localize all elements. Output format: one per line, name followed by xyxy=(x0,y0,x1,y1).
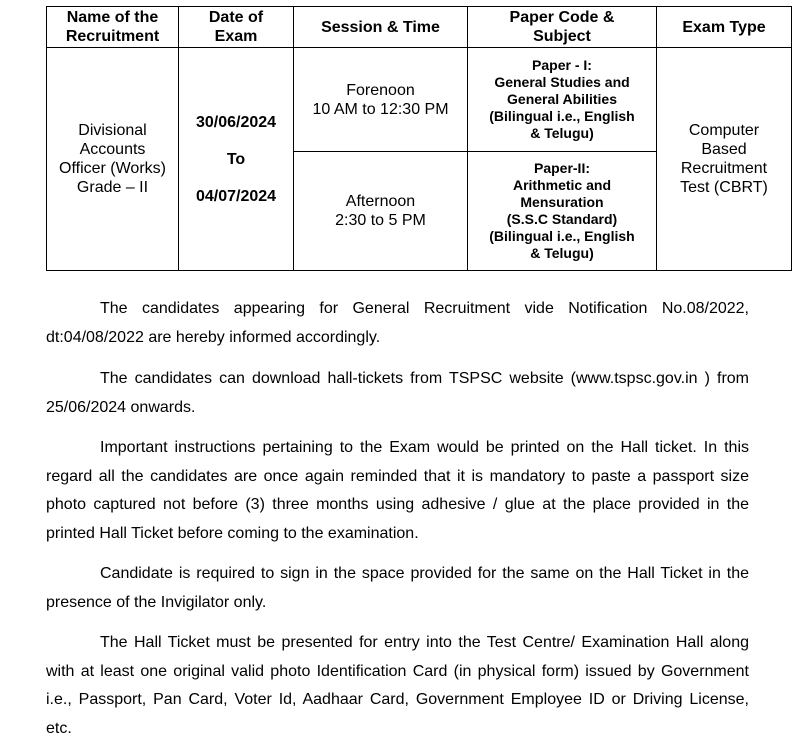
header-recruitment: Name of the Recruitment xyxy=(47,7,179,48)
notice-paragraph-instructions: Important instructions pertaining to the Exam would be printed on the Hall ticket. In this regard all the candidates are once again reminded that it is mandatory to paste a passport size photo captured not before (3) three months using adhesive / glue at the place provided in the printed Hall Ticket before coming to the examination. xyxy=(46,439,749,542)
notice-paragraph-hall-tickets: The candidates can download hall-tickets from TSPSC website (www.tspsc.gov.in ) from 25/06/2024 onwards. xyxy=(46,370,749,416)
header-exam-type: Exam Type xyxy=(657,7,792,48)
session-afternoon-cell: Afternoon 2:30 to 5 PM xyxy=(294,152,468,271)
exam-schedule-table xyxy=(46,6,792,271)
paper-1-cell: Paper - I: General Studies and General Abilities (Bilingual i.e., English & Telugu) xyxy=(468,48,657,152)
table-row xyxy=(47,48,792,152)
paper-2-cell: Paper-II: Arithmetic and Mensuration (S.S.C Standard) (Bilingual i.e., English & Telugu) xyxy=(468,152,657,271)
header-paper: Paper Code & Subject xyxy=(468,7,657,48)
notice-paragraph-notification: The candidates appearing for General Recruitment vide Notification No.08/2022, dt:04/08/2022 are hereby informed accordingly. xyxy=(46,300,749,346)
notice-paragraph-identification: The Hall Ticket must be presented for entry into the Test Centre/ Examination Hall along with at least one original valid photo Identification Card (in physical form) issued by Government i.e., Passport, Pan Card, Voter Id, Aadhaar Card, Government Employee ID or Driving License, etc. xyxy=(46,634,749,737)
exam-date-cell: 30/06/2024 To 04/07/2024 xyxy=(179,48,294,271)
notice-paragraph-signature: Candidate is required to sign in the space provided for the same on the Hall Ticket in the presence of the Invigilator only. xyxy=(46,565,749,611)
session-forenoon-cell: Forenoon 10 AM to 12:30 PM xyxy=(294,48,468,152)
table-header-row xyxy=(47,7,792,48)
recruitment-name-cell: Divisional Accounts Officer (Works) Grade – II xyxy=(47,48,179,271)
exam-type-cell: Computer Based Recruitment Test (CBRT) xyxy=(657,48,792,271)
header-session: Session & Time xyxy=(294,7,468,48)
header-date: Date of Exam xyxy=(179,7,294,48)
